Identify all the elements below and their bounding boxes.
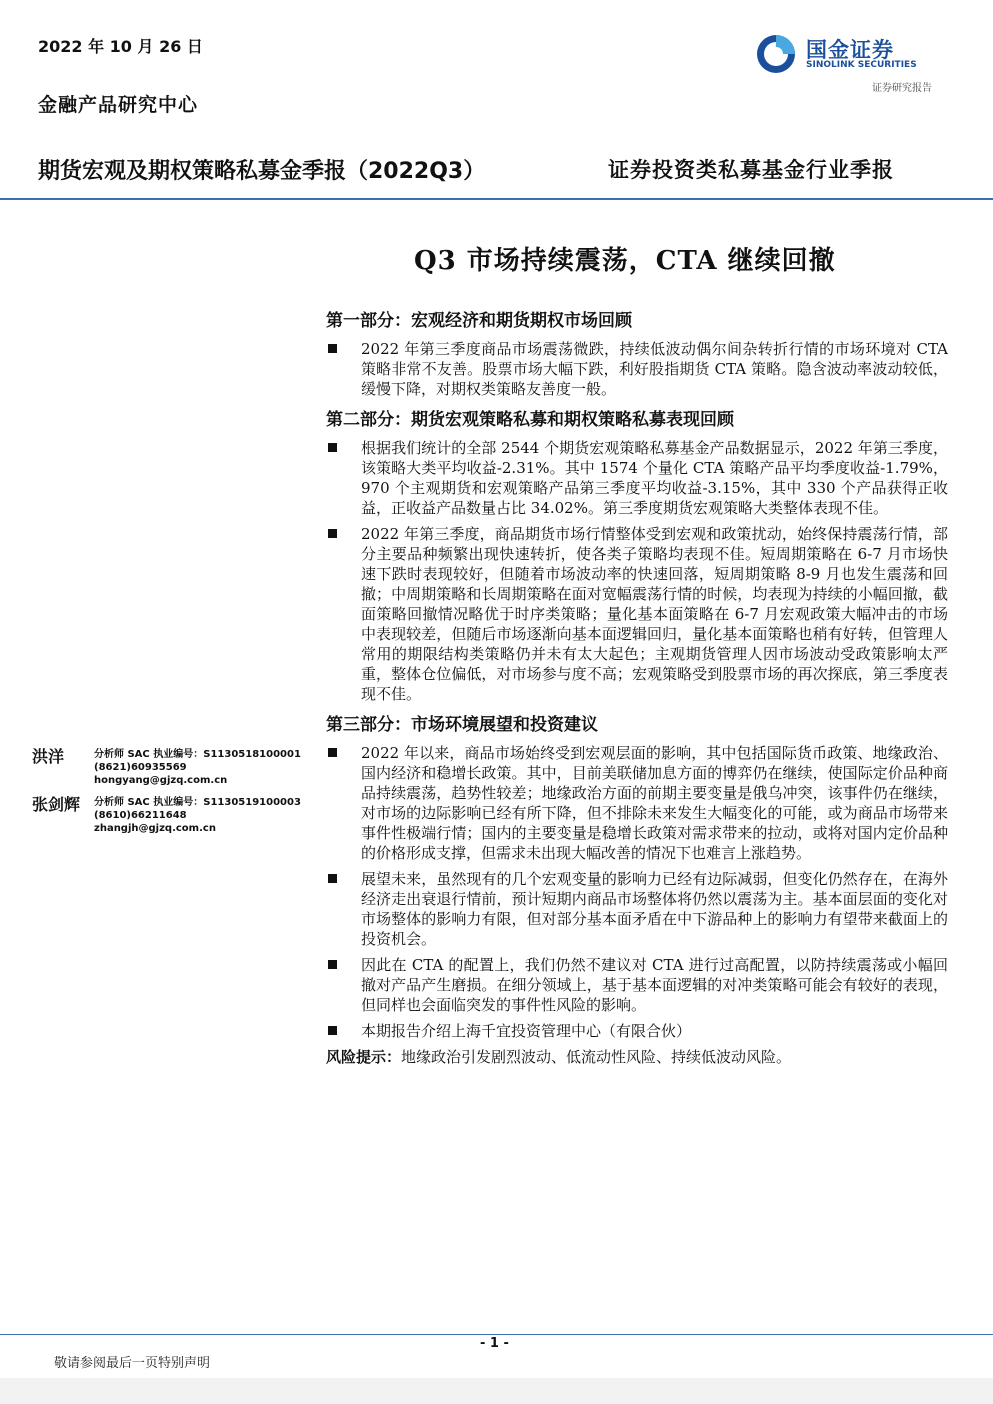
bullet-item [326,1021,948,1041]
bullet-text: 根据我们统计的全部 2544 个期货宏观策略私募基金产品数据显示，2022 年第三季度，该策略大类平均收益-2.31%。其中 1574 个量化 CTA 策略产品平均季度收益-1.79%，970 个主观期货和宏观策略产品第三季度平均收益-3.15%，其中 330 个产品获得正收益，正收益产品数量占比 34.02%。第三季度期货宏观策略大类整体表现不佳。 [361,439,948,517]
square-bullet-icon [328,960,337,969]
square-bullet-icon [328,443,337,452]
square-bullet-icon [328,1026,337,1035]
disclaimer-note: 敬请参阅最后一页特别声明 [54,1356,211,1371]
bullet-text: 2022 年第三季度，商品期货市场行情整体受到宏观和政策扰动，始终保持震荡行情，部分主要品种频繁出现快速转折，使各类子策略均表现不佳。短周期策略在 6-7 月市场快速下跌时表现较好，但随着市场波动率的快速回落，短周期策略 8-9 月也发生震荡和回撤；中周期策略和长周期策略在面对宽幅震荡行情的时候，均表现为持续的小幅回撤，截面策略回撤情况略优于时序类策略；量化基本面策略在 6-7 月宏观政策大幅冲击的市场中表现较差，但随后市场逐渐向基本面逻辑回归，量化基本面策略也稍有好转，但管理人常用的期限结构类策略仍并未有太大起色；主观期货管理人因市场波动受政策影响太严重，整体仓位偏低，对市场参与度不高；宏观策略受到股票市场的再次探底，第三季度表现不佳。 [361,525,948,703]
risk-text: 地缘政治引发剧烈波动、低流动性风险、持续低波动风险。 [401,1048,792,1066]
bullet-text: 展望未来，虽然现有的几个宏观变量的影响力已经有边际减弱，但变化仍然存在，在海外经济走出衰退行情前，预计短期内商品市场整体将仍然以震荡为主。基本面层面的变化对市场整体的影响力有限，但对部分基本面矛盾在中下游品种上的影响力有望带来截面上的投资机会。 [361,870,948,948]
report-date: 2022 年 10 月 26 日 [38,37,203,56]
bullet-text: 2022 年第三季度商品市场震荡微跌，持续低波动偶尔间杂转折行情的市场环境对 CTA 策略非常不友善。股票市场大幅下跌，利好股指期货 CTA 策略。隐含波动率波动较低，缓慢下降，对期权类策略友善度一般。 [361,340,948,398]
bullet-text: 本期报告介绍上海千宜投资管理中心（有限合伙） [361,1022,692,1040]
headline: Q3 市场持续震荡，CTA 继续回撤 [414,246,836,276]
analyst-info [94,796,301,835]
logo-chinese-name: 国金证券 [806,38,894,62]
square-bullet-icon [328,529,337,538]
analyst-name: 洪洋 [32,747,65,766]
bullet-text: 因此在 CTA 的配置上，我们仍然不建议对 CTA 进行过高配置，以防持续震荡或小幅回撤对产品产生磨损。在细分领域上，基于基本面逻辑的对冲类策略可能会有较好的表现，但同样也会面临突发的事件性风险的影响。 [361,956,948,1014]
analyst-info [94,748,301,787]
section-2 [326,405,948,704]
analyst-phone: (8621)60935569 [94,762,187,773]
bullet-item [326,743,948,863]
analyst-sac-number: 分析师 SAC 执业编号：S1130519100003 [94,797,301,808]
bullet-item [326,339,948,399]
report-category: 证券投资类私募基金行业季报 [608,157,894,182]
header-divider [0,198,993,200]
section-heading: 第一部分：宏观经济和期货期权市场回顾 [326,311,632,331]
section-1 [326,306,948,399]
bullet-item [326,955,948,1015]
analyst-email[interactable]: zhangjh@gjzq.com.cn [94,823,216,834]
footer-divider [0,1334,993,1335]
summary-body [326,306,948,1067]
square-bullet-icon [328,874,337,883]
bullet-text: 2022 年以来，商品市场始终受到宏观层面的影响，其中包括国际货币政策、地缘政治、国内经济和稳增长政策。其中，目前美联储加息方面的博弈仍在继续，使国际定价品种商品持续震荡，趋势性较差；地缘政治方面的前期主要变量是俄乌冲突，该事件仍在继续，对市场的边际影响已经有所下降，但不排除未来发生大幅变化的可能，或为商品市场带来事件性极端行情；国内的主要变量是稳增长政策对需求带来的拉动，或将对国内定价品种的价格形成支撑，但需求未出现大幅改善的情况下也难言上涨趋势。 [361,744,948,862]
department-name: 金融产品研究中心 [38,94,199,116]
square-bullet-icon [328,748,337,757]
analyst-email[interactable]: hongyang@gjzq.com.cn [94,775,228,786]
analyst-name: 张剑辉 [32,795,81,814]
analyst-phone: (8610)66211648 [94,810,187,821]
bullet-item [326,438,948,518]
bullet-item [326,524,948,704]
section-heading: 第三部分：市场环境展望和投资建议 [326,715,598,735]
report-type-label: 证券研究报告 [872,83,932,94]
risk-label: 风险提示： [326,1048,402,1066]
analyst-sac-number: 分析师 SAC 执业编号：S1130518100001 [94,749,301,760]
footer-band [0,1378,993,1404]
page-number: - 1 - [480,1336,509,1351]
square-bullet-icon [328,344,337,353]
section-heading: 第二部分：期货宏观策略私募和期权策略私募表现回顾 [326,410,734,430]
risk-warning [326,1047,948,1067]
bullet-item [326,869,948,949]
report-title: 期货宏观及期权策略私募金季报（2022Q3） [38,159,486,184]
logo-english-name: SINOLINK SECURITIES [806,60,917,70]
section-3 [326,710,948,1041]
